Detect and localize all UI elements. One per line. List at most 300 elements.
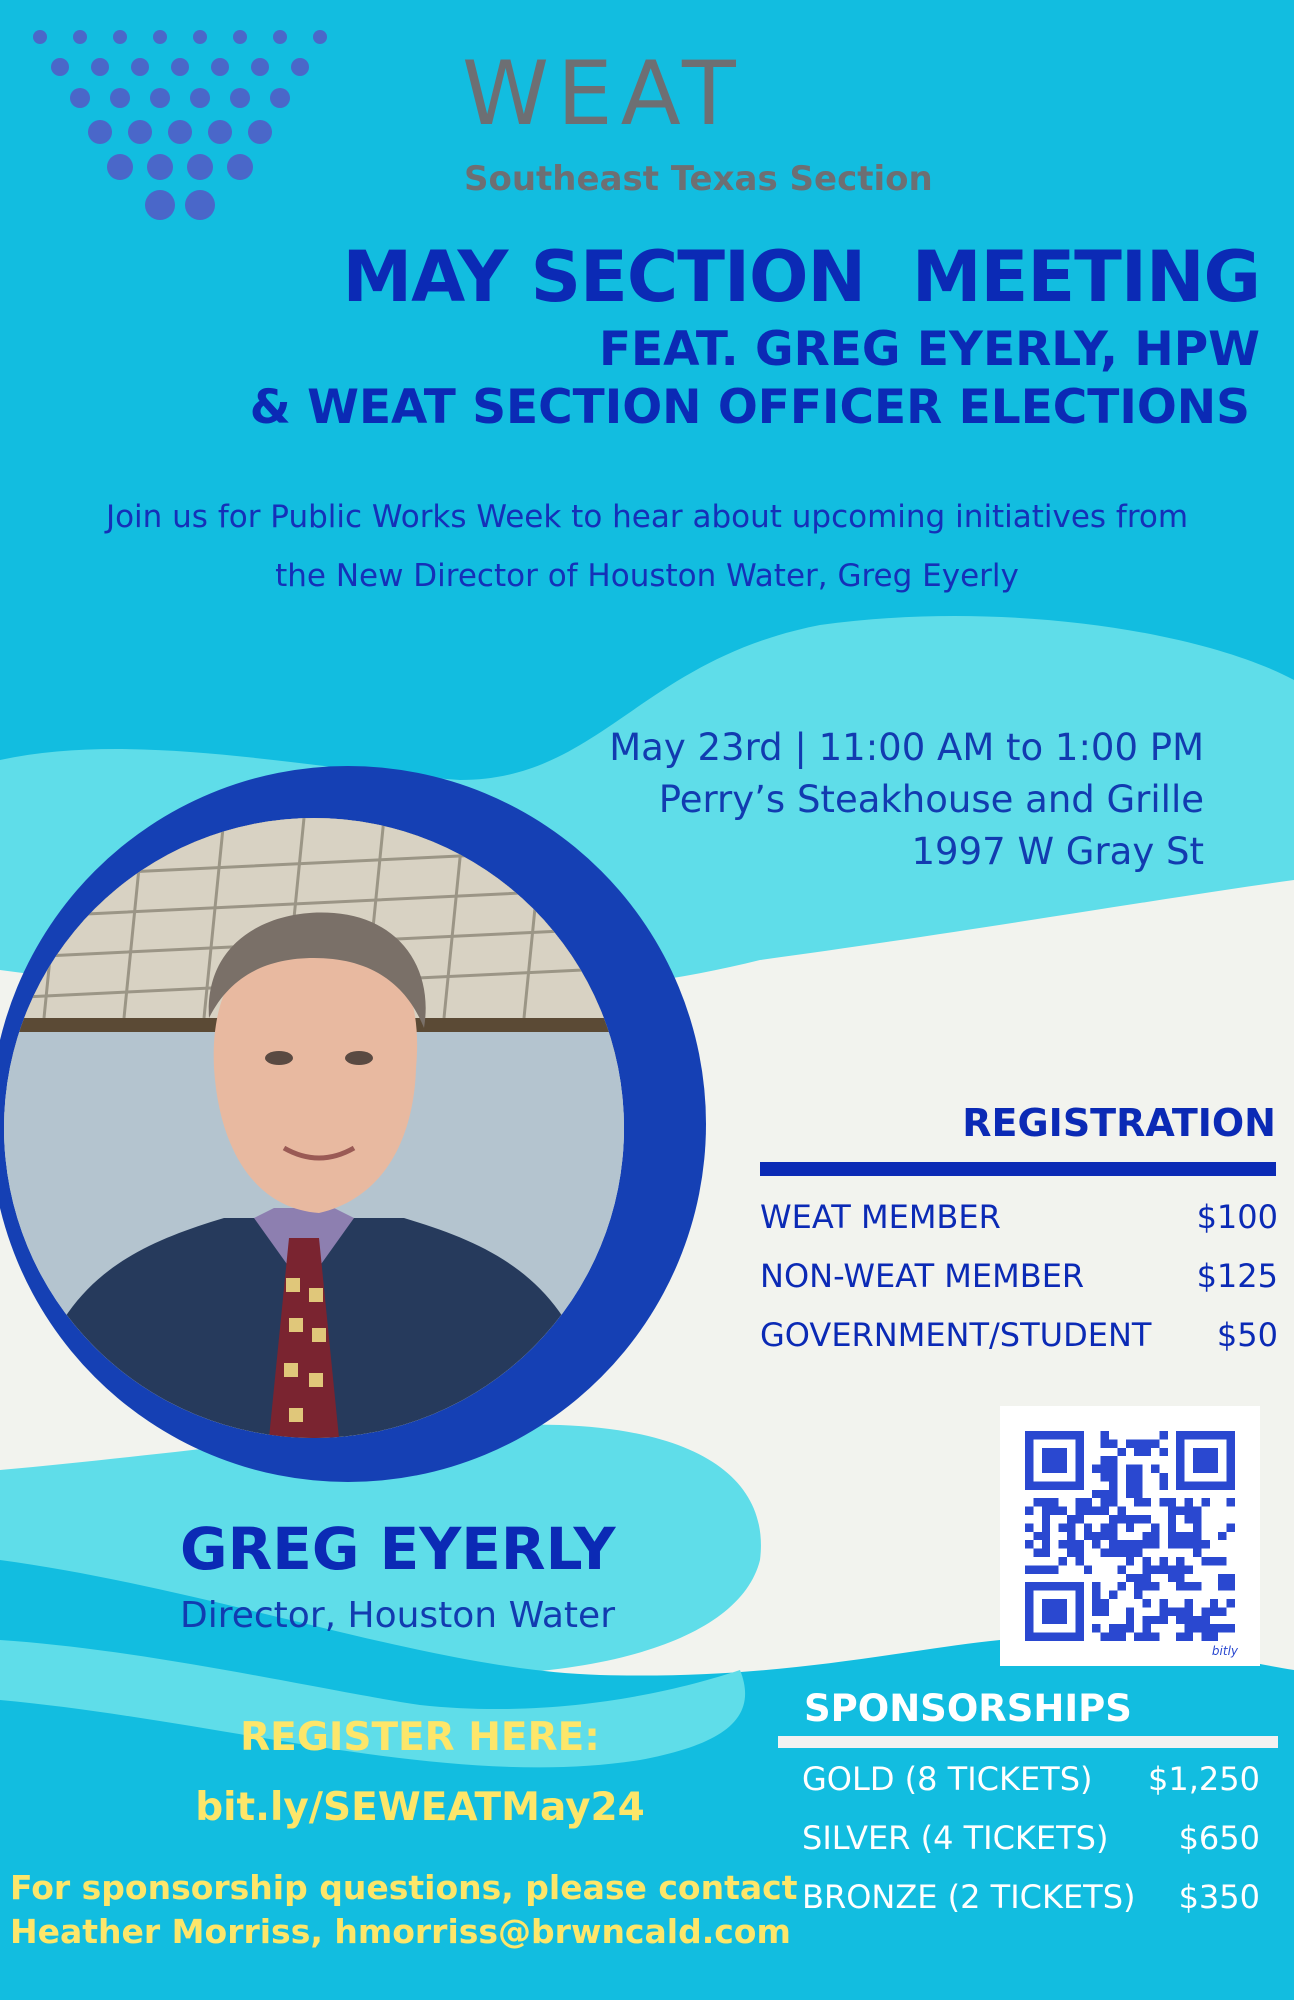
qr-module [1092, 1507, 1100, 1515]
qr-code[interactable] [1000, 1406, 1260, 1666]
qr-module [1126, 1481, 1134, 1489]
qr-module [1067, 1515, 1075, 1523]
speaker-name: GREG EYERLY [180, 1515, 616, 1583]
qr-module [1075, 1507, 1083, 1515]
intro-line-2: the New Director of Houston Water, Greg Eyerly [275, 558, 1019, 594]
qr-module [1210, 1599, 1218, 1607]
register-link[interactable]: bit.ly/SEWEATMay24 [195, 1785, 645, 1830]
qr-module [1151, 1616, 1159, 1624]
qr-module [1101, 1523, 1109, 1531]
logo-dot [190, 88, 210, 108]
qr-module [1143, 1498, 1151, 1506]
sponsorship-row [802, 1868, 1260, 1927]
brand-section: Southeast Texas Section [464, 159, 933, 199]
weat-logo-icon [30, 20, 410, 240]
event-details [609, 722, 1204, 878]
qr-module [1101, 1633, 1109, 1641]
qr-module [1126, 1557, 1134, 1565]
qr-brand-label: bitly [1211, 1644, 1238, 1658]
register-label: REGISTER HERE: [240, 1715, 600, 1760]
qr-module [1159, 1607, 1167, 1615]
qr-module [1168, 1507, 1176, 1515]
qr-module [1126, 1490, 1134, 1498]
qr-module [1134, 1540, 1142, 1548]
qr-module [1101, 1549, 1109, 1557]
qr-module [1143, 1540, 1151, 1548]
qr-module [1185, 1540, 1193, 1548]
qr-module [1151, 1523, 1159, 1531]
qr-module [1143, 1448, 1151, 1456]
qr-module [1059, 1557, 1067, 1565]
qr-module [1168, 1574, 1176, 1582]
qr-module [1109, 1473, 1117, 1481]
logo-dot [128, 120, 152, 144]
qr-module [1025, 1633, 1084, 1641]
qr-module [1117, 1549, 1125, 1557]
qr-module [1159, 1498, 1167, 1506]
qr-module [1050, 1507, 1058, 1515]
qr-module [1067, 1532, 1075, 1540]
qr-module [1101, 1507, 1109, 1515]
qr-module [1042, 1507, 1050, 1515]
qr-module [1227, 1431, 1235, 1490]
qr-module [1185, 1624, 1193, 1632]
qr-module [1159, 1599, 1167, 1607]
qr-module [1176, 1557, 1184, 1565]
registration-row [760, 1306, 1278, 1365]
qr-module [1109, 1523, 1117, 1531]
qr-module [1084, 1565, 1092, 1573]
qr-module [1092, 1532, 1100, 1540]
logo-dot [33, 30, 47, 44]
qr-module [1185, 1515, 1193, 1523]
logo-dot [168, 120, 192, 144]
qr-module [1159, 1431, 1167, 1439]
qr-module [1143, 1574, 1151, 1582]
qr-module [1075, 1549, 1083, 1557]
qr-module [1143, 1565, 1151, 1573]
qr-module [1134, 1574, 1142, 1582]
qr-module [1101, 1465, 1109, 1473]
qr-module [1075, 1557, 1083, 1565]
qr-module [1084, 1498, 1092, 1506]
qr-module [1025, 1540, 1033, 1548]
qr-module [1092, 1607, 1100, 1615]
event-address: 1997 W Gray St [911, 830, 1204, 873]
logo-dot [193, 30, 207, 44]
qr-module [1092, 1582, 1100, 1590]
logo-dot [291, 58, 309, 76]
qr-module [1042, 1565, 1050, 1573]
logo-dot [51, 58, 69, 76]
qr-module [1025, 1481, 1084, 1489]
qr-module [1218, 1624, 1226, 1632]
qr-module [1126, 1465, 1134, 1473]
registration-label: NON-WEAT MEMBER [760, 1257, 1085, 1295]
qr-module [1126, 1574, 1134, 1582]
qr-module [1168, 1498, 1176, 1506]
qr-module [1126, 1515, 1134, 1523]
brand-name: WEAT [462, 42, 744, 145]
qr-module [1134, 1515, 1142, 1523]
sponsorship-label: BRONZE (2 TICKETS) [802, 1878, 1136, 1916]
logo-dot [211, 58, 229, 76]
logo-dot [113, 30, 127, 44]
sponsorship-label: SILVER (4 TICKETS) [802, 1819, 1109, 1857]
qr-module [1109, 1633, 1117, 1641]
registration-row [760, 1188, 1278, 1247]
qr-module [1101, 1532, 1109, 1540]
qr-module [1176, 1540, 1184, 1548]
qr-module [1143, 1515, 1151, 1523]
qr-module [1168, 1523, 1176, 1531]
qr-module [1126, 1540, 1134, 1548]
registration-price: $100 [1196, 1198, 1278, 1236]
qr-module [1109, 1532, 1117, 1540]
qr-module [1109, 1591, 1117, 1599]
logo-dot [230, 88, 250, 108]
qr-module [1042, 1540, 1050, 1548]
qr-module [1134, 1481, 1142, 1489]
sponsorship-label: GOLD (8 TICKETS) [802, 1760, 1093, 1798]
qr-module [1143, 1532, 1151, 1540]
qr-module [1075, 1431, 1083, 1490]
qr-module [1134, 1465, 1142, 1473]
qr-module [1193, 1624, 1201, 1632]
qr-module [1134, 1549, 1142, 1557]
headline-title: MAY SECTION MEETING [342, 236, 1260, 318]
qr-module [1218, 1607, 1226, 1615]
qr-module [1101, 1439, 1109, 1447]
qr-module [1201, 1557, 1209, 1565]
logo-dot [73, 30, 87, 44]
qr-module [1201, 1540, 1209, 1548]
qr-module [1059, 1540, 1067, 1548]
qr-module [1033, 1532, 1041, 1540]
qr-module [1025, 1431, 1084, 1439]
qr-module [1185, 1532, 1193, 1540]
qr-module [1134, 1591, 1142, 1599]
logo-dot [248, 120, 272, 144]
qr-module [1025, 1582, 1084, 1590]
qr-module [1084, 1523, 1092, 1531]
qr-module [1025, 1582, 1033, 1641]
qr-module [1126, 1624, 1134, 1632]
qr-module [1176, 1565, 1184, 1573]
qr-module [1143, 1557, 1151, 1565]
qr-module [1109, 1481, 1117, 1489]
qr-module [1117, 1540, 1125, 1548]
qr-module [1092, 1540, 1100, 1548]
logo-dot [147, 154, 173, 180]
qr-module [1151, 1540, 1159, 1548]
qr-module [1176, 1574, 1184, 1582]
contact-line-2[interactable]: Heather Morriss, hmorriss@brwncald.com [10, 1912, 791, 1951]
qr-module [1084, 1507, 1092, 1515]
intro-text [20, 488, 1274, 606]
qr-module [1193, 1448, 1218, 1473]
qr-module [1042, 1549, 1050, 1557]
qr-module [1126, 1616, 1134, 1624]
qr-module [1101, 1456, 1109, 1464]
registration-title: REGISTRATION [962, 1101, 1276, 1145]
qr-module [1109, 1515, 1117, 1523]
qr-module [1025, 1523, 1033, 1531]
headline-elections: & WEAT SECTION OFFICER ELECTIONS [249, 380, 1250, 435]
qr-module [1151, 1439, 1159, 1447]
logo-dot [233, 30, 247, 44]
qr-module [1168, 1532, 1176, 1540]
qr-module [1185, 1582, 1193, 1590]
logo-dot [208, 120, 232, 144]
qr-module [1193, 1507, 1201, 1515]
registration-label: GOVERNMENT/STUDENT [760, 1316, 1152, 1354]
logo-dot [70, 88, 90, 108]
qr-module [1159, 1616, 1167, 1624]
qr-module [1101, 1498, 1109, 1506]
logo-dot [227, 154, 253, 180]
qr-module [1176, 1616, 1184, 1624]
qr-module [1134, 1473, 1142, 1481]
qr-module [1109, 1439, 1117, 1447]
qr-module [1227, 1523, 1235, 1531]
qr-module [1143, 1624, 1151, 1632]
qr-module [1092, 1599, 1100, 1607]
qr-module [1151, 1633, 1159, 1641]
speaker-portrait-image [4, 818, 624, 1438]
qr-module [1185, 1498, 1193, 1506]
sponsorship-row [802, 1750, 1260, 1809]
qr-module [1109, 1498, 1117, 1506]
qr-module [1050, 1565, 1058, 1573]
qr-module [1151, 1465, 1159, 1473]
qr-module [1075, 1515, 1083, 1523]
qr-module [1025, 1431, 1033, 1490]
qr-module [1193, 1532, 1201, 1540]
qr-module [1168, 1540, 1176, 1548]
qr-module [1101, 1473, 1109, 1481]
qr-module [1210, 1607, 1218, 1615]
logo-dot [88, 120, 112, 144]
event-datetime: May 23rd | 11:00 AM to 1:00 PM [609, 726, 1204, 769]
qr-module [1176, 1431, 1235, 1439]
qr-module [1134, 1633, 1142, 1641]
registration-label: WEAT MEMBER [760, 1198, 1001, 1236]
logo-dot [145, 190, 175, 220]
qr-module [1126, 1607, 1134, 1615]
sponsorship-contact [10, 1866, 798, 1954]
qr-module [1227, 1599, 1235, 1607]
qr-module [1042, 1515, 1050, 1523]
speaker-title: Director, Houston Water [180, 1595, 615, 1636]
qr-module [1084, 1532, 1092, 1540]
qr-module [1117, 1448, 1125, 1456]
qr-module [1159, 1448, 1167, 1456]
qr-module [1033, 1549, 1041, 1557]
qr-module [1092, 1490, 1100, 1498]
qr-module [1126, 1549, 1134, 1557]
qr-module [1168, 1515, 1176, 1523]
qr-module [1033, 1498, 1041, 1506]
qr-module [1025, 1507, 1033, 1515]
qr-module [1193, 1616, 1201, 1624]
qr-module [1159, 1565, 1167, 1573]
qr-module [1075, 1582, 1083, 1641]
qr-module [1134, 1448, 1142, 1456]
event-venue: Perry’s Steakhouse and Grille [658, 778, 1204, 821]
qr-module [1185, 1633, 1193, 1641]
qr-module [1067, 1540, 1075, 1548]
qr-module [1143, 1582, 1151, 1590]
headline-feature: FEAT. GREG EYERLY, HPW [598, 322, 1260, 377]
qr-module [1109, 1540, 1117, 1548]
qr-module [1134, 1490, 1142, 1498]
qr-module [1109, 1490, 1117, 1498]
logo-dot [251, 58, 269, 76]
qr-module [1185, 1599, 1193, 1607]
qr-module [1210, 1557, 1218, 1565]
qr-module [1117, 1624, 1125, 1632]
qr-module [1143, 1616, 1151, 1624]
qr-module [1117, 1507, 1125, 1515]
qr-module [1075, 1498, 1083, 1506]
qr-module [1151, 1582, 1159, 1590]
qr-module [1109, 1465, 1117, 1473]
logo-dot [185, 190, 215, 220]
qr-module [1092, 1591, 1100, 1599]
logo-dot [187, 154, 213, 180]
qr-module [1201, 1498, 1209, 1506]
contact-line-1: For sponsorship questions, please contact [10, 1868, 798, 1907]
qr-module [1101, 1431, 1109, 1439]
qr-module [1185, 1507, 1193, 1515]
qr-code-icon [1025, 1431, 1235, 1641]
qr-module [1092, 1624, 1100, 1632]
qr-module [1168, 1565, 1176, 1573]
sponsorship-price: $1,250 [1148, 1760, 1260, 1798]
intro-line-1: Join us for Public Works Week to hear about upcoming initiatives from [105, 499, 1189, 535]
qr-module [1126, 1523, 1134, 1531]
qr-module [1218, 1532, 1226, 1540]
qr-module [1126, 1473, 1134, 1481]
logo-dot [270, 88, 290, 108]
qr-module [1159, 1481, 1167, 1489]
qr-module [1201, 1624, 1209, 1632]
qr-module [1227, 1624, 1235, 1632]
qr-module [1059, 1523, 1067, 1531]
qr-module [1193, 1549, 1201, 1557]
qr-module [1176, 1532, 1184, 1540]
qr-module [1067, 1523, 1075, 1531]
logo-dot [153, 30, 167, 44]
sponsorships-divider [778, 1736, 1278, 1748]
sponsorship-price: $650 [1178, 1819, 1260, 1857]
registration-table [760, 1188, 1278, 1365]
qr-module [1185, 1616, 1193, 1624]
logo-dot [131, 58, 149, 76]
qr-module [1159, 1473, 1167, 1481]
registration-row [760, 1247, 1278, 1306]
qr-module [1176, 1481, 1235, 1489]
qr-module [1201, 1616, 1209, 1624]
qr-module [1218, 1574, 1226, 1582]
qr-module [1117, 1633, 1125, 1641]
registration-price: $50 [1216, 1316, 1278, 1354]
qr-module [1042, 1498, 1050, 1506]
qr-module [1067, 1549, 1075, 1557]
qr-module [1075, 1540, 1083, 1548]
qr-module [1050, 1498, 1058, 1506]
qr-module [1185, 1565, 1193, 1573]
qr-module [1176, 1582, 1184, 1590]
qr-module [1227, 1498, 1235, 1506]
qr-module [1134, 1439, 1142, 1447]
logo-dot [107, 154, 133, 180]
logo-dot [273, 30, 287, 44]
qr-module [1210, 1624, 1218, 1632]
qr-module [1193, 1540, 1201, 1548]
qr-module [1159, 1557, 1167, 1565]
qr-module [1042, 1599, 1067, 1624]
qr-module [1193, 1582, 1201, 1590]
qr-module [1109, 1624, 1117, 1632]
qr-module [1193, 1515, 1201, 1523]
logo-dot [150, 88, 170, 108]
sponsorship-price: $350 [1178, 1878, 1260, 1916]
sponsorship-row [802, 1809, 1260, 1868]
qr-module [1143, 1439, 1151, 1447]
qr-module [1092, 1465, 1100, 1473]
qr-module [1143, 1599, 1151, 1607]
qr-module [1042, 1532, 1050, 1540]
qr-module [1176, 1607, 1184, 1615]
qr-module [1227, 1574, 1235, 1582]
qr-module [1143, 1633, 1151, 1641]
qr-module [1176, 1431, 1184, 1490]
qr-module [1193, 1523, 1201, 1531]
speaker-photo [4, 818, 624, 1438]
qr-module [1168, 1607, 1176, 1615]
qr-module [1185, 1607, 1193, 1615]
registration-price: $125 [1196, 1257, 1278, 1295]
qr-module [1218, 1557, 1226, 1565]
qr-module [1201, 1633, 1209, 1641]
qr-module [1176, 1507, 1184, 1515]
qr-module [1227, 1582, 1235, 1590]
qr-module [1109, 1456, 1117, 1464]
qr-module [1126, 1439, 1134, 1447]
qr-module [1109, 1549, 1117, 1557]
logo-dot [110, 88, 130, 108]
qr-module [1151, 1565, 1159, 1573]
qr-module [1101, 1607, 1109, 1615]
qr-module [1025, 1565, 1033, 1573]
qr-module [1033, 1565, 1041, 1573]
sponsorships-title: SPONSORSHIPS [804, 1687, 1132, 1730]
qr-module [1042, 1448, 1067, 1473]
qr-module [1134, 1582, 1142, 1590]
qr-module [1134, 1498, 1142, 1506]
qr-module [1101, 1599, 1109, 1607]
qr-module [1218, 1582, 1226, 1590]
qr-module [1101, 1490, 1109, 1498]
sponsorships-table [802, 1750, 1260, 1927]
logo-dot [313, 30, 327, 44]
qr-module [1201, 1607, 1209, 1615]
qr-module [1151, 1532, 1159, 1540]
qr-module [1042, 1523, 1050, 1531]
logo-dot [171, 58, 189, 76]
